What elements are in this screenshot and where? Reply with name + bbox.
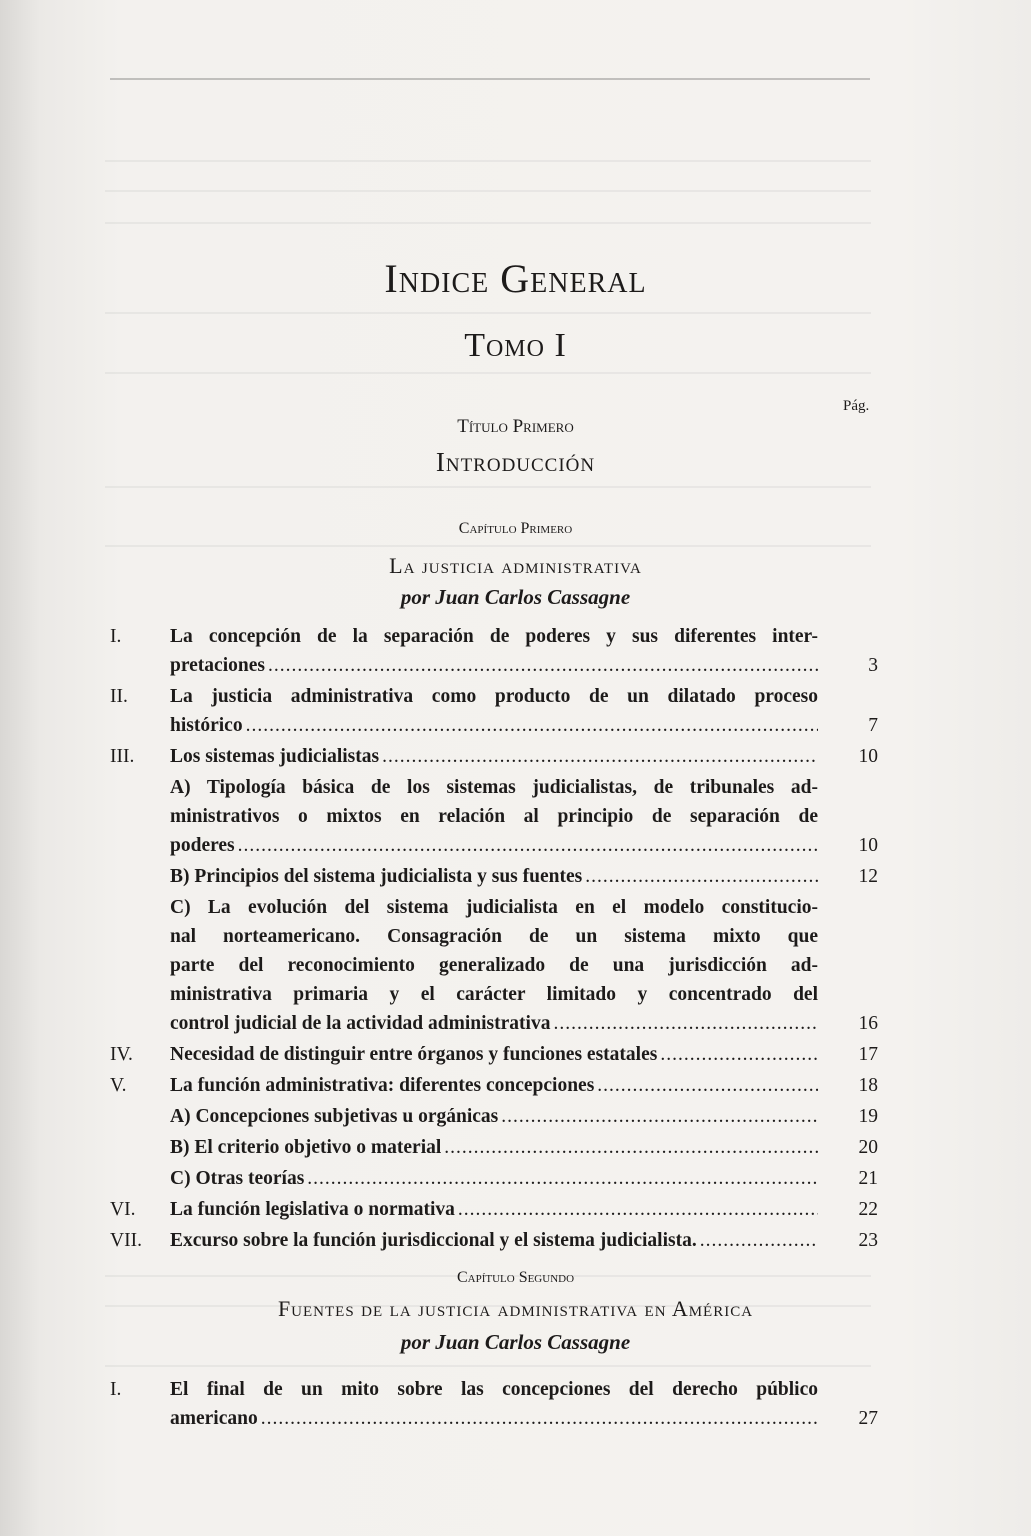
entry-number: III. [110, 746, 135, 767]
toc-entry [110, 862, 878, 891]
entry-title: La función legislativa o normativa [170, 1199, 455, 1220]
entry-page-number: 17 [858, 1044, 878, 1065]
toc-entry [110, 1102, 878, 1131]
dot-leader [458, 1195, 818, 1224]
entry-page-number: 10 [858, 746, 878, 767]
entry-title: La función administrativa: diferentes concepciones [170, 1075, 595, 1096]
entry-title: americano [170, 1408, 258, 1429]
entry-text-line: A) Tipología básica de los sistemas judicialistas, de tribunales ad- [170, 777, 818, 798]
dot-leader [597, 1071, 818, 1100]
entry-page-number: 10 [858, 835, 878, 856]
entry-page-number: 7 [868, 715, 878, 736]
dot-leader [501, 1102, 818, 1131]
dot-leader [585, 862, 818, 891]
dot-leader [307, 1164, 818, 1193]
toc-entry [110, 1133, 878, 1162]
entry-title: control judicial de la actividad administrativa [170, 1013, 551, 1034]
toc-entry [110, 1040, 878, 1069]
chapter1-author: por Juan Carlos Cassagne [400, 585, 631, 609]
entry-title: B) El criterio objetivo o material [170, 1137, 442, 1158]
toc-entry [110, 1195, 878, 1224]
entry-page-number: 27 [858, 1408, 878, 1429]
entry-number: I. [110, 626, 122, 647]
toc-entry [110, 773, 878, 860]
toc-entry [110, 1164, 878, 1193]
entry-title: pretaciones [170, 655, 265, 676]
entry-title: Excurso sobre la función jurisdiccional y el sistema judicialista. [170, 1230, 697, 1251]
entry-page-number: 23 [858, 1230, 878, 1251]
dot-leader [700, 1226, 818, 1255]
title-label: Título Primero [457, 416, 574, 437]
entry-title: A) Concepciones subjetivas u orgánicas [170, 1106, 499, 1127]
dot-leader [553, 1009, 818, 1038]
toc-entry [110, 682, 878, 740]
header-rule [110, 78, 870, 80]
entry-title: B) Principios del sistema judicialista y sus fuentes [170, 866, 583, 887]
dot-leader [660, 1040, 818, 1069]
entry-text-line: La justicia administrativa como producto de un dilatado proceso [170, 686, 818, 707]
entry-number: IV. [110, 1044, 133, 1065]
toc-entry [110, 893, 878, 1038]
index-title: Indice General [384, 256, 647, 301]
entry-number: V. [110, 1075, 127, 1096]
dot-leader [238, 831, 818, 860]
volume-heading: Tomo I [464, 327, 567, 364]
entry-title: C) Otras teorías [170, 1168, 305, 1189]
dot-leader [382, 742, 818, 771]
entry-text-line: parte del reconocimiento generalizado de una jurisdicción ad- [170, 955, 818, 976]
toc-entry [110, 1071, 878, 1100]
title-name: Introducción [435, 447, 596, 477]
entry-page-number: 18 [858, 1075, 878, 1096]
entry-text-line: La concepción de la separación de poderes y sus diferentes inter- [170, 626, 818, 647]
chapter2-author: por Juan Carlos Cassagne [400, 1330, 631, 1354]
toc-entry [110, 742, 878, 771]
toc-entry [110, 1226, 878, 1255]
chapter2-title: Fuentes de la justicia administrativa en América [277, 1296, 754, 1321]
entry-title: Los sistemas judicialistas [170, 746, 380, 767]
dot-leader [444, 1133, 818, 1162]
toc-entry [110, 622, 878, 680]
chapter1-label: Capítulo Primero [458, 520, 573, 537]
dot-leader [246, 711, 818, 740]
entry-number: I. [110, 1379, 122, 1400]
toc-entry [110, 1375, 878, 1433]
chapter2-label: Capítulo Segundo [456, 1269, 575, 1286]
entry-page-number: 16 [858, 1013, 878, 1034]
entry-page-number: 20 [858, 1137, 878, 1158]
entry-number: II. [110, 686, 128, 707]
entry-title: Necesidad de distinguir entre órganos y funciones estatales [170, 1044, 658, 1065]
entry-text-line: ministrativos o mixtos en relación al principio de separación de [170, 806, 818, 827]
entry-title: poderes [170, 835, 235, 856]
entry-page-number: 22 [858, 1199, 878, 1220]
entry-number: VI. [110, 1199, 136, 1220]
dot-leader [261, 1404, 818, 1433]
entry-text-line: El final de un mito sobre las concepciones del derecho público [170, 1379, 818, 1400]
entry-page-number: 19 [858, 1106, 878, 1127]
entry-number: VII. [110, 1230, 142, 1251]
entry-page-number: 21 [858, 1168, 878, 1189]
entry-page-number: 3 [868, 655, 878, 676]
page-column-label: Pág. [843, 398, 870, 414]
chapter1-title: La justicia administrativa [389, 553, 642, 578]
entry-title: histórico [170, 715, 243, 736]
dot-leader [268, 651, 818, 680]
entry-text-line: ministrativa primaria y el carácter limitado y concentrado del [170, 984, 818, 1005]
entry-text-line: C) La evolución del sistema judicialista en el modelo constitucio- [170, 897, 818, 918]
entry-page-number: 12 [858, 866, 878, 887]
entry-text-line: nal norteamericano. Consagración de un sistema mixto que [170, 926, 818, 947]
